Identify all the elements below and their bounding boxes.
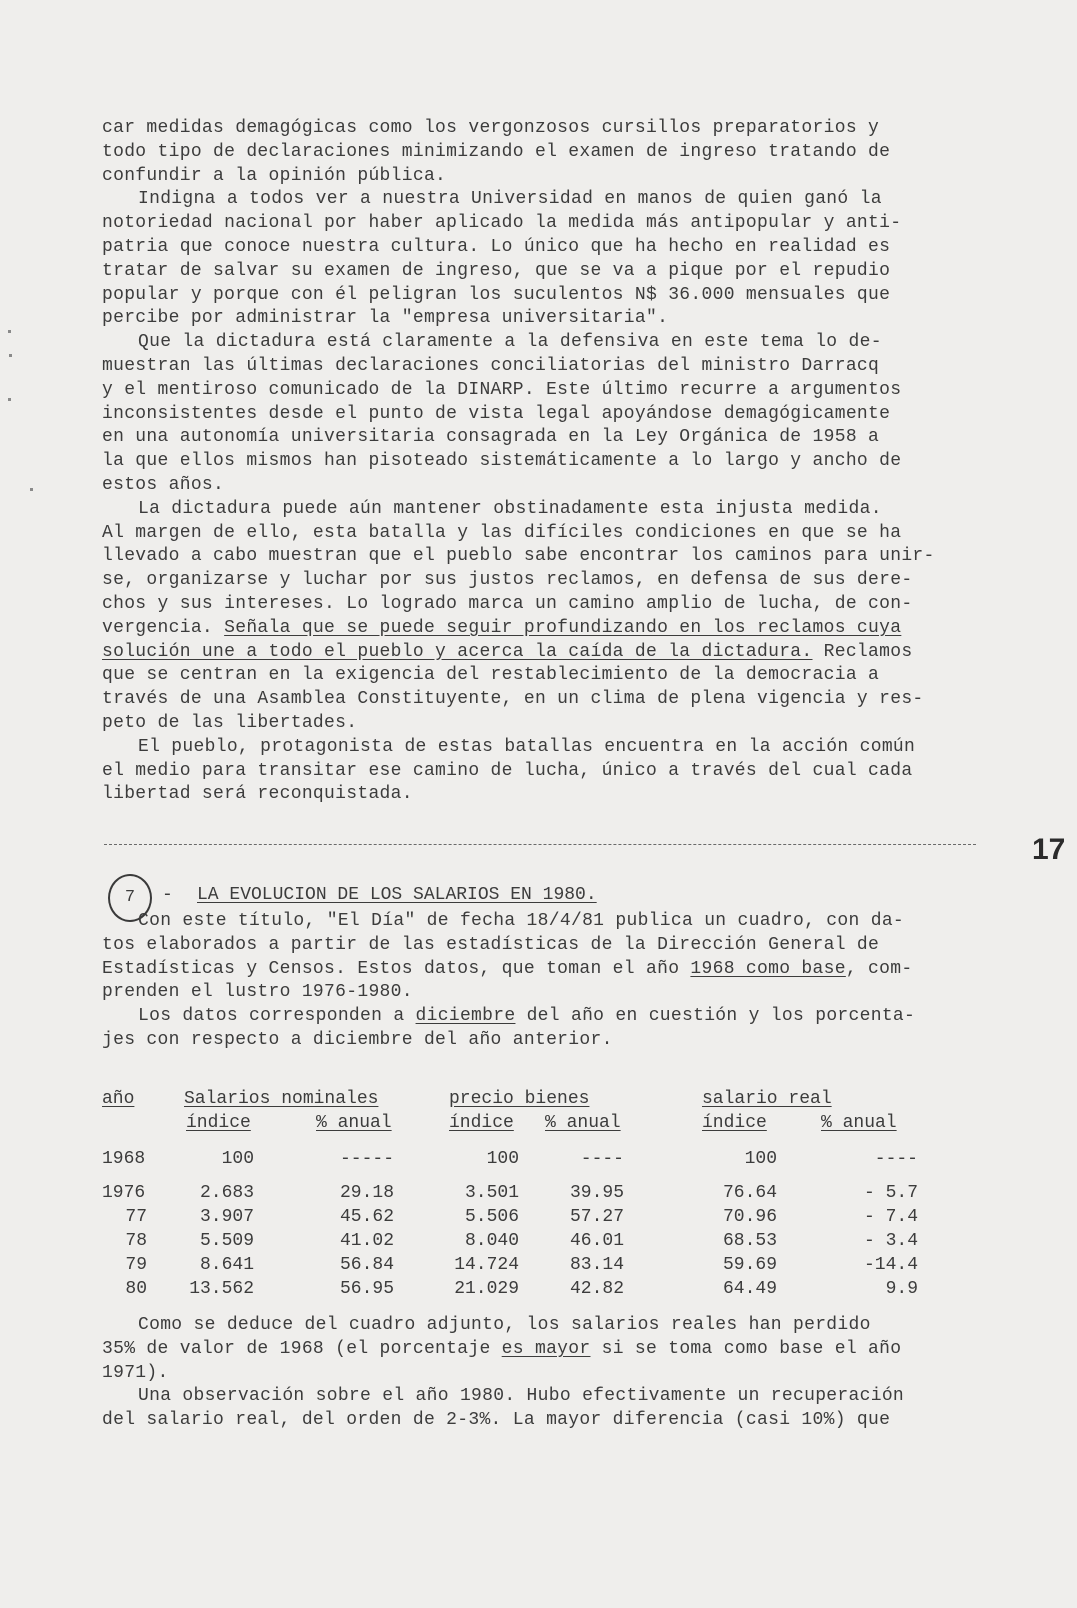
cell-nominal-index: 5.509 [199, 1230, 254, 1251]
heading-dash: - [162, 885, 173, 905]
header-annual-pct: % anual [545, 1112, 621, 1133]
dashed-divider [104, 844, 976, 845]
cell-price-pct: 46.01 [569, 1230, 624, 1251]
cell-real-pct: -14.4 [863, 1254, 918, 1275]
underlined-phrase: Señala que se puede seguir profundizando en los reclamos cuya [224, 617, 902, 638]
text-line: del salario real, del orden de 2-3%. La mayor diferencia (casi 10%) que [102, 1410, 891, 1431]
text-line: todo tipo de declaraciones minimizando el examen de ingreso tratando de [102, 141, 891, 162]
cell-price-pct: 57.27 [569, 1207, 624, 1228]
text-line: car medidas demagógicas como los vergonzosos cursillos preparatorios y [102, 118, 880, 138]
cell-real-index: 64.49 [722, 1278, 777, 1299]
text-line: en una autonomía universitaria consagrada en la Ley Orgánica de 1958 a [102, 427, 880, 448]
cell-price-pct: ---- [580, 1148, 624, 1169]
table-row [102, 1278, 922, 1302]
header-index: índice [186, 1112, 251, 1133]
text-line [102, 641, 982, 665]
text-line [102, 617, 982, 641]
underlined-phrase: solución une a todo el pueblo y acerca la caída de la dictadura. [102, 641, 813, 662]
text-line: Como se deduce del cuadro adjunto, los salarios reales han perdido [138, 1315, 871, 1335]
cell-nominal-index: 3.907 [199, 1207, 254, 1228]
underlined-phrase: 1968 como base [690, 958, 846, 979]
header-real-wage: salario real [702, 1089, 832, 1109]
cell-real-pct: ---- [874, 1148, 918, 1169]
table-row [102, 1148, 922, 1172]
header-index: índice [702, 1112, 767, 1133]
text-line: la que ellos mismos han pisoteado sistemáticamente a lo largo y ancho de [102, 451, 902, 472]
text-line: jes con respecto a diciembre del año anterior. [102, 1029, 613, 1050]
cell-nominal-pct: 29.18 [339, 1183, 394, 1204]
cell-real-index: 70.96 [722, 1207, 777, 1228]
text-line: estos años. [102, 474, 225, 495]
header-index: índice [449, 1112, 514, 1133]
table-row [102, 1206, 922, 1230]
intro-text [102, 910, 982, 1053]
text-line: popular y porque con él peligran los suculentos N$ 36.000 mensuales que [102, 284, 891, 305]
text-line: El pueblo, protagonista de estas batallas encuentra en la acción común [138, 736, 916, 757]
cell-year: 77 [125, 1207, 147, 1228]
cell-real-index: 100 [744, 1148, 777, 1169]
spacer [102, 1171, 922, 1182]
cell-nominal-pct: 45.62 [339, 1207, 394, 1228]
scan-speck [8, 330, 11, 333]
text-line: Que la dictadura está claramente a la defensiva en este tema lo de- [138, 332, 882, 353]
text-line: Una observación sobre el año 1980. Hubo efectivamente un recuperación [138, 1386, 905, 1407]
cell-price-index: 100 [486, 1148, 519, 1169]
cell-price-index: 3.501 [464, 1183, 519, 1204]
cell-nominal-pct: 56.84 [339, 1254, 394, 1275]
table-subheader-row [102, 1112, 922, 1136]
scan-speck [8, 398, 11, 401]
cell-year: 79 [125, 1254, 147, 1275]
cell-price-index: 5.506 [464, 1207, 519, 1228]
text-line: inconsistentes desde el punto de vista legal apoyándose demagógicamente [102, 403, 891, 424]
text-line: prenden el lustro 1976-1980. [102, 982, 413, 1003]
cell-year: 78 [125, 1230, 147, 1251]
text-line: percibe por administrar la "empresa universitaria". [102, 308, 669, 329]
text-line: libertad será reconquistada. [102, 784, 413, 805]
text-line-end: Reclamos [812, 641, 913, 662]
text-line: confundir a la opinión pública. [102, 165, 447, 186]
text-line: tratar de salvar su examen de ingreso, que se va a pique por el repudio [102, 260, 891, 281]
text-line: través de una Asamblea Constituyente, en un clima de plena vigencia y res- [102, 689, 924, 710]
cell-real-index: 59.69 [722, 1254, 777, 1275]
cell-year: 1976 [102, 1183, 146, 1204]
cell-year: 80 [125, 1278, 147, 1299]
text-line-start: Los datos corresponden a [138, 1006, 416, 1027]
text-line: patria que conoce nuestra cultura. Lo único que ha hecho en realidad es [102, 236, 891, 257]
cell-price-index: 14.724 [454, 1254, 519, 1275]
text-line-start: 35% de valor de 1968 (el porcentaje [102, 1338, 502, 1359]
text-line: y el mentiroso comunicado de la DINARP. Este último recurre a argumentos [102, 379, 902, 400]
table-row [102, 1230, 922, 1254]
text-line: muestran las últimas declaraciones conciliatorias del ministro Darracq [102, 355, 880, 376]
scan-speck [9, 354, 12, 357]
cell-nominal-index: 100 [221, 1148, 254, 1169]
cell-real-index: 68.53 [722, 1230, 777, 1251]
text-line: chos y sus intereses. Lo logrado marca un camino amplio de lucha, de con- [102, 593, 913, 614]
text-line: se, organizarse y luchar por sus justos reclamos, en defensa de sus dere- [102, 570, 913, 591]
text-line [102, 958, 982, 982]
text-line-start: vergencia. [102, 617, 225, 638]
text-line: peto de las libertades. [102, 712, 358, 733]
underlined-phrase: diciembre [415, 1006, 516, 1027]
cell-real-pct: - 5.7 [863, 1183, 918, 1204]
text-line: Con este título, "El Día" de fecha 18/4/81 publica un cuadro, con da- [138, 911, 905, 931]
text-line-start: Estadísticas y Censos. Estos datos, que toman el año [102, 958, 691, 979]
text-line: llevado a cabo muestran que el pueblo sabe encontrar los caminos para unir- [102, 546, 935, 567]
header-annual-pct: % anual [316, 1112, 392, 1133]
closing-text [102, 1314, 982, 1433]
text-line: notoriedad nacional por haber aplicado la medida más antipopular y anti- [102, 213, 902, 234]
text-line: que se centran en la exigencia del restablecimiento de la democracia a [102, 665, 880, 686]
cell-nominal-index: 13.562 [189, 1278, 254, 1299]
page-number: 17 [1032, 833, 1066, 866]
text-line-end: si se toma como base el año [590, 1338, 902, 1359]
body-text-top [102, 117, 982, 807]
text-line-end: , com- [845, 958, 913, 979]
cell-price-index: 8.040 [464, 1230, 519, 1251]
cell-nominal-pct: 56.95 [339, 1278, 394, 1299]
cell-real-pct: 9.9 [885, 1278, 918, 1299]
table-header-row [102, 1088, 922, 1112]
header-year: año [102, 1089, 135, 1109]
cell-price-index: 21.029 [454, 1278, 519, 1299]
cell-real-index: 76.64 [722, 1183, 777, 1204]
header-goods-prices: precio bienes [449, 1089, 590, 1109]
scan-speck [30, 488, 33, 491]
text-line: La dictadura puede aún mantener obstinadamente esta injusta medida. [138, 498, 882, 519]
section-number-circle: 7 [108, 874, 152, 922]
cell-nominal-index: 8.641 [199, 1254, 254, 1275]
cell-nominal-index: 2.683 [199, 1183, 254, 1204]
cell-nominal-pct: ----- [339, 1148, 394, 1169]
cell-price-pct: 39.95 [569, 1183, 624, 1204]
underlined-phrase: es mayor [501, 1338, 591, 1359]
cell-year: 1968 [102, 1148, 146, 1169]
text-line [102, 1005, 982, 1029]
text-line-end: del año en cuestión y los porcenta- [515, 1006, 916, 1027]
text-line [102, 1338, 982, 1362]
section-title: LA EVOLUCION DE LOS SALARIOS EN 1980. [197, 885, 597, 905]
header-annual-pct: % anual [821, 1112, 897, 1133]
header-nominal-wages: Salarios nominales [184, 1089, 379, 1109]
cell-real-pct: - 3.4 [863, 1230, 918, 1251]
cell-real-pct: - 7.4 [863, 1207, 918, 1228]
table-row [102, 1182, 922, 1206]
text-line: tos elaborados a partir de las estadísticas de la Dirección General de [102, 934, 880, 955]
text-line: Indigna a todos ver a nuestra Universidad en manos de quien ganó la [138, 189, 882, 210]
table-row [102, 1254, 922, 1278]
text-line: el medio para transitar ese camino de lucha, único a través del cual cada [102, 760, 913, 781]
spacer [102, 1136, 922, 1148]
cell-price-pct: 42.82 [569, 1278, 624, 1299]
wages-table [102, 1088, 922, 1301]
cell-nominal-pct: 41.02 [339, 1230, 394, 1251]
text-line: 1971). [102, 1362, 169, 1383]
text-line: Al margen de ello, esta batalla y las difíciles condiciones en que se ha [102, 522, 902, 543]
cell-price-pct: 83.14 [569, 1254, 624, 1275]
